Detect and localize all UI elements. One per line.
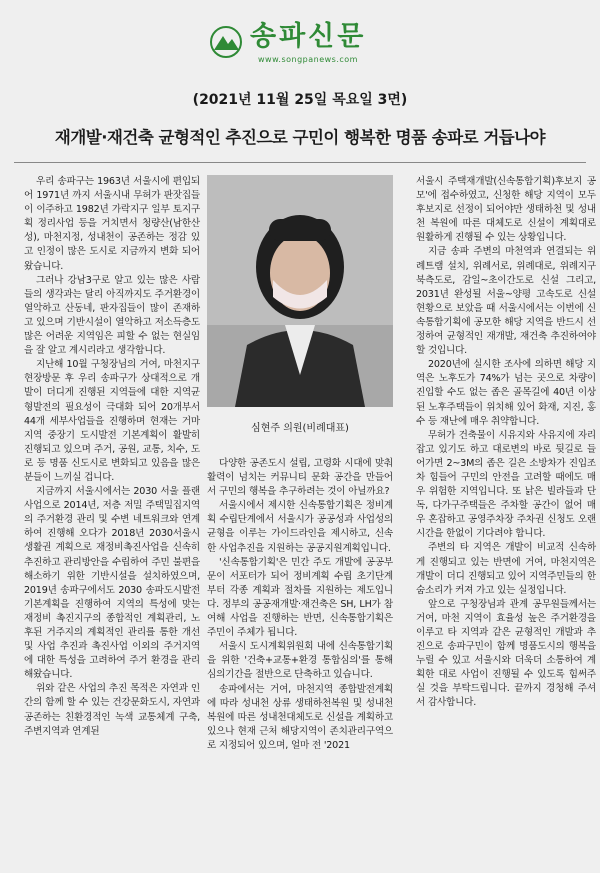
paragraph: 2020년에 실시한 조사에 의하면 해당 지역은 노후도가 74%가 넘는 곳으로 차량이 진입할 수도 없는 좁은 골목길에 40년 이상 된 노후주택들이 위치해 있어 화재, 지진, 홍수 등 재난에 매우 취약합니다.: [416, 359, 596, 427]
paragraph: 앞으로 구청장님과 관계 공무원들께서는 거여, 마천 지역이 효율성 높은 주거환경을 이루고 타 지역과 같은 균형적인 개발과 추진으로 송파구민이 함께 명품도시의 행복을 누릴 수 있고 서울시와 더욱더 소통하여 계획한 대로 사업이 진행될 수 있도록 힘써주실 것을 부탁드립니다. 끝까지 경청해 주셔서 감사합니다.: [416, 598, 596, 709]
paragraph: 지금까지 서울시에서는 2030 서울 플랜 사업으로 2014년, 저층 저밀 주택밀집지역의 주거환경 관리 및 수변 네트워크와 연계하여 진행해 오다가 2018년 2030서울시 생활권 계획으로 재정비촉진사업을 신속히 추진하고 관리방안을 수립하여 주민 불편을 해소하기 위한 기반시설을 설치하였으며, 2019년 송파구에서도 2030 송파도시발전 기본계획을 진행하여 지역의 특성에 맞는 재정비 촉진지구의 종합적인 계획관리, 노후된 거주지의 계획적인 관리를 통한 개선 및 사업 추진과 촉진사업 이외의 주거지역에 대한 특성을 고려하여 주거 환경을 관리해왔습니다.: [24, 486, 200, 681]
article-column-1: [24, 175, 200, 739]
newspaper-name: 송파신문: [250, 21, 367, 52]
paragraph: 지금 송파 주변의 마천역과 연결되는 위례트램 설치, 위례서로, 위례대로, 위례지구 북측도로, 감일~초이간도로 신설 그리고, 2031년 완성될 서울~양평 고속도로 신설 현황으로 보았을 때 서울시에서는 이번에 신속통합기획에 공모한 해당 지역을 반드시 선정하여 균형적인 재개발, 재건축 추진하여야 할 것입니다.: [416, 246, 596, 357]
headline-divider: [14, 162, 586, 163]
paragraph: '신속통합기획'은 민간 주도 개발에 공공부문이 서포터가 되어 정비계획 수립 초기단계부터 각종 계획과 절차를 지원하는 제도입니다. 정부의 공공재개발·재건축은 SH, LH가 참여해 사업을 진행하는 반면, 신속통합기획은 주민이 주체가 됩니다.: [207, 556, 393, 639]
paragraph: 지난해 10월 구청장님의 거여, 마천지구 현장방문 후 우리 송파구가 상대적으로 개발이 더디게 진행된 지역들에 대한 지역균형발전의 필요성이 극대화 되어 20개부서 44개 세부사업들을 진행하며 현재는 거마지역 중장기 도시발전 기본계획이 활발히 진행되고 있으며 주거, 공원, 교통, 치수, 도로 등 명품 신도시로 변화되고 있음을 많은 분들이 느끼실 겁니다.: [24, 359, 200, 483]
dateline: (2021년 11월 25일 목요일 3면): [192, 92, 408, 108]
newspaper-url: www.songpanews.com: [258, 55, 358, 64]
paragraph: 송파에서는 거여, 마천지역 종합발전계획에 따라 성내천 상류 생태하천복원 및 성내천 복원에 따른 성내천대체도로 신설을 계획하고 있으나 현재 근처 해당지역이 존치관리구역으로 지정되어 있으며, 얼마 전 '2021: [207, 683, 393, 751]
paragraph: 다양한 공존도시 설립, 고령화 시대에 맞춰 활력이 넘치는 커뮤니티 문화 공간을 만들어서 구민의 행복을 추구하려는 것이 아닐까요?: [207, 458, 393, 498]
article-headline: 재개발·재건축 균형적인 추진으로 구민이 행복한 명품 송파로 거듭나야: [54, 128, 546, 147]
paragraph: 서울시 주택재개발(신속통합기획)후보지 공모'에 접수하였고, 신청한 해당 지역이 모두 후보지로 선정이 되어야만 생태하천 및 성내천 복원에 따른 대체도로 신설이 계획대로 원활하게 진행될 수 있는 상황입니다.: [416, 176, 596, 244]
article-column-2: [207, 457, 393, 753]
songpa-news-logo-icon: [209, 25, 243, 59]
photo-caption: 심현주 의원(비례대표): [251, 423, 349, 434]
portrait-illustration: [207, 175, 393, 407]
paragraph: 그러나 강남3구로 알고 있는 많은 사람들의 생각과는 달리 아직까지도 주거환경이 열악하고 산동네, 판자집들이 많이 존재하고 있으며 기반시설이 열악하고 저소득층도 많은 어려운 지역임은 피할 수 없는 현실임을 잘 알고 계시리라고 생각합니다.: [24, 274, 200, 357]
paragraph: 주변의 타 지역은 개발이 비교적 신속하게 진행되고 있는 반면에 거여, 마천지역은 개발이 더디 진행되고 있어 지역주민들의 한숨소리가 커져 가고 있는 실정입니다.: [416, 542, 596, 596]
paragraph: 서울시 도시계획위원회 내에 신속통합기획을 위한 '건축+교통+환경 통합심의'를 통해 심의기간을 절반으로 단축하고 있습니다.: [207, 641, 393, 681]
paragraph: 우리 송파구는 1963년 서울시에 편입되어 1971년 까지 서울시내 무허가 판잣집들이 이주하고 1982년 가락지구 일부 토지구획 정리사업 등을 거치면서 청량산(남한산성), 마천지정, 성내천이 공존하는 정감 있고 인정이 많은 도시로 지금까지 변화 되어 왔습니다.: [24, 176, 200, 272]
paragraph: 서울시에서 제시한 신속통합기획은 정비계획 수립단계에서 서울시가 공공성과 사업성의 균형을 이루는 가이드라인을 제시하고, 신속한 사업추진을 지원하는 공공지원계획입니다.: [207, 500, 393, 554]
paragraph: 위와 같은 사업의 추진 목적은 자연과 인간의 함께 할 수 있는 건강문화도시, 자연과 공존하는 친환경적인 녹색 교통체계 구축, 주변지역과 연계된: [24, 683, 200, 737]
paragraph: 무허가 건축물이 시유지와 사유지에 자리 잡고 있기도 하고 대로변의 바로 뒷길로 들어가면 2~3M의 좁은 길은 소방차가 진입조차 힘들어 구민의 안전을 고려할 때에도 매우 위험한 지역입니다. 또 낡은 빌라들과 단독, 다가구주택들은 주차할 공간이 없어 매우 혼잡하고 공영주차장 주차권 신청도 오랜 시간을 한없이 기다려야 합니다.: [416, 429, 596, 540]
article-column-3: [416, 175, 596, 711]
portrait-photo: [207, 175, 393, 407]
